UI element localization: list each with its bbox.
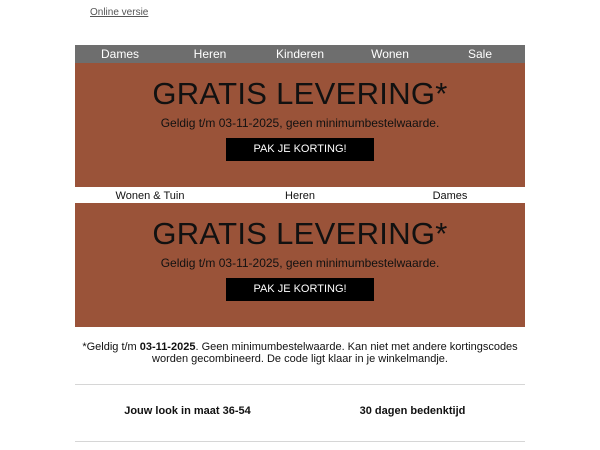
banner-title: GRATIS LEVERING* — [152, 216, 448, 251]
nav-item-dames[interactable]: Dames — [100, 47, 139, 61]
disclaimer-date: 03-11-2025 — [139, 341, 196, 353]
cta-button[interactable]: PAK JE KORTING! — [226, 138, 374, 161]
divider — [75, 441, 525, 442]
nav-item-wonen[interactable]: Wonen — [371, 47, 409, 61]
disclaimer-rest: . Geen minimumbestelwaarde. Kan niet met andere kortingscodes worden gecombineerd. De code ligt klaar in je winkelmandje. — [152, 341, 518, 365]
top-nav — [75, 45, 525, 63]
nav-item-kinderen[interactable]: Kinderen — [275, 47, 325, 61]
promo-banner-2[interactable] — [75, 203, 525, 327]
category-nav — [75, 188, 525, 203]
online-version-link[interactable]: Online versie — [90, 7, 149, 18]
banner-subtitle: Geldig t/m 03-11-2025, geen minimumbestelwaarde. — [160, 256, 440, 270]
category-item-heren[interactable]: Heren — [285, 189, 315, 202]
banner-subtitle: Geldig t/m 03-11-2025, geen minimumbestelwaarde. — [160, 116, 440, 130]
category-item-dames[interactable]: Dames — [432, 189, 468, 202]
usp-row — [75, 405, 525, 417]
nav-item-heren[interactable]: Heren — [193, 47, 227, 61]
divider — [75, 384, 525, 385]
usp-sizes: Jouw look in maat 36-54 — [124, 405, 251, 417]
promo-banner-1[interactable] — [75, 63, 525, 187]
category-item-wonen-tuin[interactable]: Wonen & Tuin — [115, 189, 185, 202]
cta-button[interactable]: PAK JE KORTING! — [226, 278, 374, 301]
banner-title: GRATIS LEVERING* — [152, 76, 448, 111]
usp-return-period: 30 dagen bedenktijd — [359, 405, 466, 417]
disclaimer-text — [75, 341, 525, 365]
nav-item-sale[interactable]: Sale — [467, 47, 493, 61]
disclaimer-prefix: *Geldig t/m — [82, 341, 140, 353]
